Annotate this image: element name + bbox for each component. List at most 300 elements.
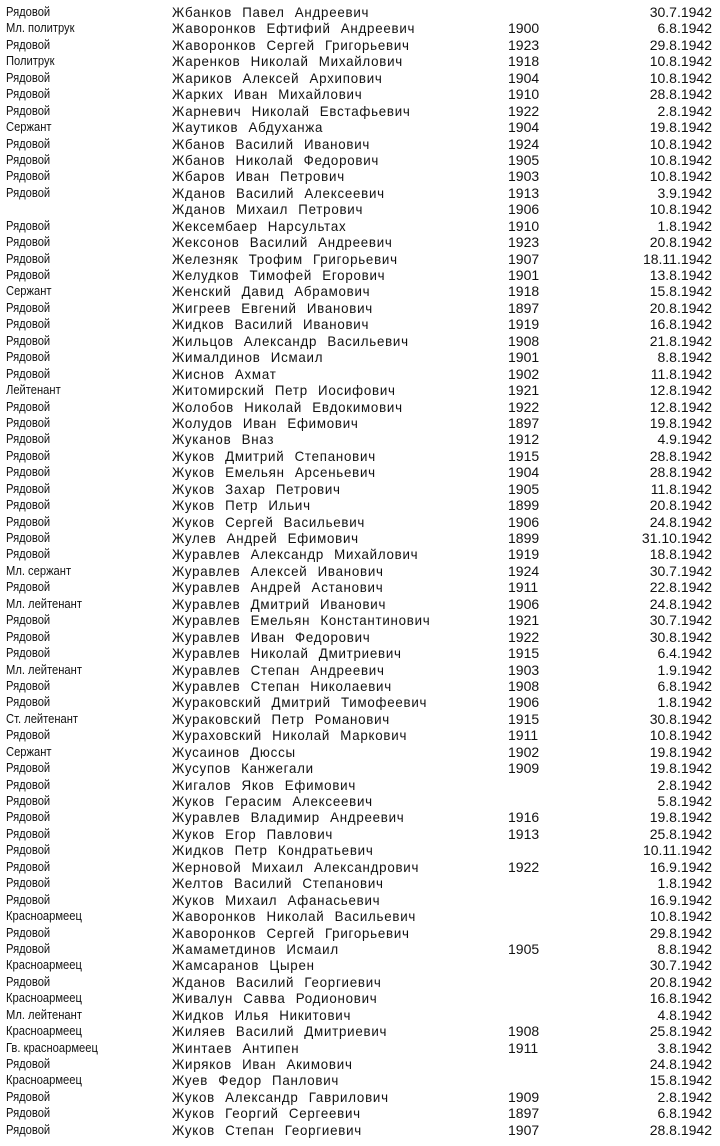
list-row	[0, 530, 720, 546]
list-row	[0, 579, 720, 595]
name-cell: Жуков Емельян Арсеньевич	[172, 464, 376, 481]
birth-year-cell: 1915	[508, 447, 540, 464]
rank-cell: Рядовой	[6, 316, 51, 332]
death-date-cell: 12.8.1942	[649, 382, 712, 399]
name-cell: Жигалов Яков Ефимович	[172, 776, 357, 793]
death-date-cell: 16.9.1942	[649, 858, 712, 875]
birth-year-cell: 1908	[508, 332, 540, 349]
birth-year-cell: 1908	[508, 677, 540, 694]
name-cell: Журавлев Дмитрий Иванович	[172, 595, 387, 612]
rank-cell: Рядовой	[6, 760, 51, 776]
rank-cell: Мл. политрук	[6, 20, 75, 36]
death-date-cell: 25.8.1942	[649, 825, 712, 842]
death-date-cell: 4.8.1942	[657, 1006, 712, 1023]
rank-cell: Рядовой	[6, 184, 51, 200]
birth-year-cell: 1899	[508, 530, 540, 546]
death-date-cell: 4.9.1942	[657, 431, 712, 448]
name-cell: Журавлев Иван Федорович	[172, 628, 371, 645]
name-cell: Жидков Василий Иванович	[172, 316, 370, 333]
name-cell: Жуев Федор Панлович	[172, 1072, 340, 1089]
list-row	[0, 809, 720, 825]
name-cell: Журавлев Андрей Астанович	[172, 579, 384, 596]
rank-cell: Рядовой	[6, 1056, 51, 1071]
list-row	[0, 382, 720, 398]
death-date-cell: 6.4.1942	[657, 645, 712, 662]
rank-cell: Рядовой	[6, 168, 51, 184]
death-date-cell: 30.7.1942	[649, 4, 712, 20]
rank-cell: Рядовой	[6, 447, 51, 463]
birth-year-cell: 1915	[508, 645, 540, 662]
list-row	[0, 37, 720, 53]
rank-cell: Рядовой	[6, 776, 51, 792]
list-row	[0, 826, 720, 842]
rank-cell: Рядовой	[6, 151, 51, 167]
list-row	[0, 1023, 720, 1039]
death-date-cell: 12.8.1942	[649, 398, 712, 415]
name-cell: Жуков Сергей Васильевич	[172, 513, 366, 530]
list-row	[0, 859, 720, 875]
rank-cell: Рядовой	[6, 579, 51, 595]
death-date-cell: 16.8.1942	[649, 316, 712, 333]
birth-year-cell: 1922	[508, 628, 540, 645]
list-row	[0, 875, 720, 891]
birth-year-cell: 1904	[508, 69, 540, 86]
name-cell: Жексембаер Нарсультах	[172, 217, 347, 234]
death-date-cell: 19.8.1942	[649, 760, 712, 777]
birth-year-cell: 1922	[508, 858, 540, 875]
list-row	[0, 1072, 720, 1088]
list-row	[0, 514, 720, 530]
rank-cell: Красноармеец	[6, 908, 82, 924]
list-row	[0, 629, 720, 645]
name-cell: Жбанков Павел Андреевич	[172, 4, 370, 20]
death-date-cell: 13.8.1942	[649, 267, 712, 283]
death-date-cell: 19.8.1942	[649, 119, 712, 136]
death-date-cell: 2.8.1942	[657, 102, 712, 119]
birth-year-cell: 1905	[508, 151, 540, 168]
list-row	[0, 908, 720, 924]
name-cell: Журавлев Александр Михайлович	[172, 546, 419, 563]
birth-year-cell: 1900	[508, 20, 540, 37]
rank-cell: Рядовой	[6, 677, 51, 693]
name-cell: Жуков Егор Павлович	[172, 825, 334, 842]
rank-cell: Рядовой	[6, 267, 51, 282]
birth-year-cell: 1907	[508, 1121, 540, 1138]
name-cell: Жариков Алексей Архипович	[172, 69, 383, 86]
death-date-cell: 6.8.1942	[657, 1105, 712, 1122]
death-date-cell: 19.8.1942	[649, 743, 712, 760]
birth-year-cell: 1906	[508, 201, 540, 218]
list-row	[0, 990, 720, 1006]
name-cell: Журавлев Степан Николаевич	[172, 677, 392, 694]
name-cell: Жбанов Василий Иванович	[172, 135, 371, 152]
list-row	[0, 399, 720, 415]
death-date-cell: 28.8.1942	[649, 447, 712, 464]
death-date-cell: 6.8.1942	[657, 677, 712, 694]
birth-year-cell: 1911	[508, 579, 539, 596]
name-cell: Жамаметдинов Исмаил	[172, 940, 339, 957]
name-cell: Журавлев Николай Дмитриевич	[172, 645, 402, 662]
birth-year-cell: 1897	[508, 299, 540, 316]
name-cell: Жаворонков Сергей Григорьевич	[172, 924, 410, 941]
list-row	[0, 563, 720, 579]
list-row	[0, 86, 720, 102]
rank-cell: Рядовой	[6, 875, 51, 891]
name-cell: Жданов Михаил Петрович	[172, 201, 364, 218]
birth-year-cell: 1905	[508, 480, 540, 497]
rank-cell: Рядовой	[6, 727, 51, 743]
name-cell: Жамсаранов Цырен	[172, 957, 315, 974]
birth-year-cell: 1911	[508, 1039, 539, 1056]
name-cell: Жаворонков Сергей Григорьевич	[172, 36, 410, 53]
name-cell: Жаворонков Ефтифий Андреевич	[172, 20, 416, 37]
name-cell: Жильцов Александр Васильевич	[172, 332, 409, 349]
list-row	[0, 136, 720, 152]
name-cell: Журавлев Алексей Иванович	[172, 562, 384, 579]
rank-cell: Рядовой	[6, 36, 51, 52]
death-date-cell: 10.8.1942	[649, 69, 712, 86]
rank-cell: Красноармеец	[6, 990, 82, 1006]
rank-cell: Рядовой	[6, 842, 51, 858]
rank-cell: Рядовой	[6, 102, 51, 118]
name-cell: Жерновой Михаил Александрович	[172, 858, 420, 875]
birth-year-cell: 1911	[508, 727, 539, 744]
rank-cell: Рядовой	[6, 250, 51, 266]
rank-cell: Рядовой	[6, 1121, 51, 1137]
list-row	[0, 283, 720, 299]
list-row	[0, 957, 720, 973]
name-cell: Журавлев Степан Андреевич	[172, 661, 385, 678]
birth-year-cell: 1908	[508, 1023, 540, 1040]
rank-cell: Рядовой	[6, 299, 51, 315]
rank-cell: Рядовой	[6, 645, 51, 661]
name-cell: Живалун Савва Родионович	[172, 990, 378, 1007]
name-cell: Жуков Степан Георгиевич	[172, 1121, 362, 1138]
birth-year-cell: 1903	[508, 661, 540, 678]
list-row	[0, 316, 720, 332]
name-cell: Жуков Петр Ильич	[172, 497, 311, 514]
rank-cell: Красноармеец	[6, 1023, 82, 1039]
name-cell: Житомирский Петр Иосифович	[172, 382, 396, 399]
death-date-cell: 19.8.1942	[649, 809, 712, 826]
name-cell: Железняк Трофим Григорьевич	[172, 250, 398, 267]
name-cell: Жиснов Ахмат	[172, 365, 277, 382]
rank-cell: Рядовой	[6, 480, 51, 496]
name-cell: Желудков Тимофей Егорович	[172, 267, 386, 283]
name-cell: Жураховский Николай Маркович	[172, 727, 408, 744]
rank-cell: Рядовой	[6, 332, 51, 348]
name-cell: Жаворонков Николай Васильевич	[172, 908, 417, 925]
rank-cell: Лейтенант	[6, 382, 61, 398]
death-date-cell: 10.11.1942	[642, 842, 712, 859]
death-date-cell: 10.8.1942	[649, 135, 712, 152]
name-cell: Журавлев Владимир Андреевич	[172, 809, 405, 826]
list-row	[0, 497, 720, 513]
name-cell: Жидков Илья Никитович	[172, 1006, 352, 1023]
birth-year-cell: 1909	[508, 760, 540, 777]
death-date-cell: 16.8.1942	[649, 990, 712, 1007]
death-date-cell: 20.8.1942	[649, 973, 712, 990]
death-date-cell: 6.8.1942	[657, 20, 712, 37]
list-row	[0, 744, 720, 760]
death-date-cell: 19.8.1942	[649, 414, 712, 431]
list-row	[0, 1040, 720, 1056]
rank-cell: Сержант	[6, 283, 52, 299]
list-row	[0, 464, 720, 480]
birth-year-cell: 1915	[508, 710, 540, 727]
death-date-cell: 29.8.1942	[649, 924, 712, 941]
list-row	[0, 596, 720, 612]
list-row	[0, 711, 720, 727]
rank-cell: Рядовой	[6, 628, 51, 644]
rank-cell: Мл. лейтенант	[6, 595, 82, 611]
name-cell: Жуков Герасим Алексеевич	[172, 793, 373, 809]
death-date-cell: 15.8.1942	[649, 283, 712, 300]
name-cell: Жусаинов Дюссы	[172, 743, 296, 760]
list-row	[0, 662, 720, 678]
rank-cell: Мл. лейтенант	[6, 1006, 82, 1022]
name-cell: Жарневич Николай Евстафьевич	[172, 102, 411, 119]
list-row	[0, 974, 720, 990]
name-cell: Жуканов Вназ	[172, 431, 275, 448]
list-row	[0, 1122, 720, 1138]
name-cell: Жексонов Василий Андреевич	[172, 234, 393, 251]
birth-year-cell: 1924	[508, 562, 540, 579]
rank-cell: Рядовой	[6, 612, 51, 628]
death-date-cell: 15.8.1942	[649, 1072, 712, 1089]
death-date-cell: 28.8.1942	[649, 464, 712, 481]
name-cell: Жураковский Дмитрий Тимофеевич	[172, 694, 428, 711]
death-date-cell: 25.8.1942	[649, 1023, 712, 1040]
birth-year-cell: 1916	[508, 809, 540, 826]
list-row	[0, 892, 720, 908]
death-date-cell: 11.8.1942	[650, 480, 712, 497]
list-row	[0, 415, 720, 431]
birth-year-cell: 1913	[508, 184, 540, 201]
list-row	[0, 925, 720, 941]
rank-cell: Рядовой	[6, 4, 51, 19]
rank-cell: Рядовой	[6, 398, 51, 414]
name-cell: Желтов Василий Степанович	[172, 875, 384, 892]
list-row	[0, 1089, 720, 1105]
death-date-cell: 5.8.1942	[657, 793, 712, 809]
death-date-cell: 24.8.1942	[649, 595, 712, 612]
list-row	[0, 694, 720, 710]
name-cell: Жималдинов Исмаил	[172, 349, 324, 366]
list-row	[0, 267, 720, 283]
death-date-cell: 16.9.1942	[649, 891, 712, 908]
rank-cell: Рядовой	[6, 530, 51, 545]
birth-year-cell: 1901	[508, 267, 540, 283]
list-row	[0, 448, 720, 464]
death-date-cell: 21.8.1942	[649, 332, 712, 349]
birth-year-cell: 1919	[508, 546, 540, 563]
birth-year-cell: 1899	[508, 497, 540, 514]
list-row	[0, 251, 720, 267]
death-date-cell: 30.7.1942	[649, 562, 712, 579]
list-row	[0, 431, 720, 447]
list-row	[0, 842, 720, 858]
rank-cell: Рядовой	[6, 1088, 51, 1104]
name-cell: Жиляев Василий Дмитриевич	[172, 1023, 388, 1040]
rank-cell: Рядовой	[6, 464, 51, 480]
birth-year-cell: 1910	[508, 86, 540, 103]
birth-year-cell: 1897	[508, 414, 540, 431]
rank-cell: Рядовой	[6, 924, 51, 940]
death-date-cell: 29.8.1942	[649, 36, 712, 53]
birth-year-cell: 1922	[508, 102, 540, 119]
name-cell: Жданов Василий Алексеевич	[172, 184, 385, 201]
death-date-cell: 2.8.1942	[657, 1088, 712, 1105]
rank-cell: Рядовой	[6, 513, 51, 529]
death-date-cell: 30.7.1942	[649, 612, 712, 629]
list-row	[0, 349, 720, 365]
list-row	[0, 103, 720, 119]
list-row	[0, 645, 720, 661]
name-cell: Жуков Дмитрий Степанович	[172, 447, 376, 464]
death-date-cell: 20.8.1942	[649, 497, 712, 514]
death-date-cell: 31.10.1942	[641, 530, 712, 546]
rank-cell: Гв. красноармеец	[6, 1039, 98, 1055]
birth-year-cell: 1906	[508, 595, 540, 612]
list-row	[0, 546, 720, 562]
list-row	[0, 152, 720, 168]
list-row	[0, 201, 720, 217]
birth-year-cell: 1919	[508, 316, 540, 333]
death-date-cell: 28.8.1942	[649, 1121, 712, 1138]
list-row	[0, 4, 720, 20]
death-date-cell: 30.7.1942	[649, 957, 712, 974]
death-date-cell: 28.8.1942	[649, 86, 712, 103]
death-date-cell: 10.8.1942	[649, 151, 712, 168]
birth-year-cell: 1913	[508, 825, 540, 842]
rank-cell: Сержант	[6, 119, 52, 135]
death-date-cell: 1.9.1942	[657, 661, 712, 678]
list-row	[0, 300, 720, 316]
birth-year-cell: 1907	[508, 250, 540, 267]
rank-cell: Рядовой	[6, 940, 51, 956]
birth-year-cell: 1918	[508, 53, 540, 70]
rank-cell: Мл. лейтенант	[6, 661, 82, 677]
birth-year-cell: 1921	[508, 612, 540, 629]
birth-year-cell: 1903	[508, 168, 540, 185]
rank-cell: Рядовой	[6, 135, 51, 151]
rank-cell: Рядовой	[6, 234, 51, 250]
name-cell: Жиряков Иван Акимович	[172, 1056, 353, 1072]
death-date-cell: 18.8.1942	[649, 546, 712, 563]
birth-year-cell: 1906	[508, 694, 540, 711]
rank-cell: Рядовой	[6, 694, 51, 710]
death-date-cell: 10.8.1942	[649, 168, 712, 185]
list-row	[0, 70, 720, 86]
death-date-cell: 2.8.1942	[657, 776, 712, 793]
birth-year-cell: 1897	[508, 1105, 540, 1122]
list-row	[0, 777, 720, 793]
death-date-cell: 8.8.1942	[657, 349, 712, 366]
rank-cell: Рядовой	[6, 825, 51, 841]
rank-cell: Политрук	[6, 53, 55, 69]
list-row	[0, 1105, 720, 1121]
death-date-cell: 30.8.1942	[649, 628, 712, 645]
birth-year-cell: 1923	[508, 234, 540, 251]
list-row	[0, 727, 720, 743]
birth-year-cell: 1901	[508, 349, 540, 366]
casualty-list	[0, 4, 720, 1144]
name-cell: Жусупов Канжегали	[172, 760, 314, 777]
name-cell: Жаутиков Абдуханжа	[172, 119, 324, 136]
birth-year-cell: 1910	[508, 217, 540, 234]
birth-year-cell: 1912	[508, 431, 540, 448]
name-cell: Жураковский Петр Романович	[172, 710, 390, 727]
death-date-cell: 24.8.1942	[649, 1056, 712, 1072]
death-date-cell: 8.8.1942	[657, 940, 712, 957]
list-row	[0, 793, 720, 809]
list-row	[0, 1056, 720, 1072]
death-date-cell: 3.8.1942	[657, 1039, 712, 1056]
name-cell: Жидков Петр Кондратьевич	[172, 842, 374, 859]
name-cell: Жинтаев Антипен	[172, 1039, 300, 1056]
list-row	[0, 333, 720, 349]
rank-cell: Рядовой	[6, 858, 51, 874]
death-date-cell: 10.8.1942	[649, 201, 712, 218]
rank-cell: Мл. сержант	[6, 562, 72, 578]
list-row	[0, 119, 720, 135]
name-cell: Жулев Андрей Ефимович	[172, 530, 359, 546]
birth-year-cell: 1902	[508, 743, 540, 760]
birth-year-cell: 1902	[508, 365, 540, 382]
rank-cell: Рядовой	[6, 431, 51, 447]
rank-cell: Красноармеец	[6, 1072, 82, 1088]
list-row	[0, 366, 720, 382]
rank-cell: Рядовой	[6, 365, 51, 381]
list-row	[0, 53, 720, 69]
name-cell: Жолудов Иван Ефимович	[172, 414, 359, 431]
rank-cell: Рядовой	[6, 414, 51, 430]
death-date-cell: 18.11.1942	[642, 250, 712, 267]
name-cell: Жарких Иван Михайлович	[172, 86, 363, 103]
death-date-cell: 20.8.1942	[649, 299, 712, 316]
list-row	[0, 941, 720, 957]
birth-year-cell: 1921	[508, 382, 540, 399]
list-row	[0, 760, 720, 776]
rank-cell: Рядовой	[6, 86, 51, 102]
rank-cell: Красноармеец	[6, 957, 82, 973]
rank-cell: Рядовой	[6, 349, 51, 365]
name-cell: Жбаров Иван Петрович	[172, 168, 345, 185]
list-row	[0, 168, 720, 184]
death-date-cell: 20.8.1942	[649, 234, 712, 251]
birth-year-cell: 1904	[508, 119, 540, 136]
death-date-cell: 10.8.1942	[649, 53, 712, 70]
list-row	[0, 1007, 720, 1023]
rank-cell: Сержант	[6, 743, 52, 759]
death-date-cell: 10.8.1942	[649, 727, 712, 744]
death-date-cell: 1.8.1942	[657, 217, 712, 234]
list-row	[0, 185, 720, 201]
name-cell: Жуков Захар Петрович	[172, 480, 341, 497]
rank-cell: Рядовой	[6, 891, 51, 907]
birth-year-cell: 1906	[508, 513, 540, 530]
rank-cell: Рядовой	[6, 973, 51, 989]
name-cell: Жданов Василий Георгиевич	[172, 973, 382, 990]
rank-cell: Рядовой	[6, 546, 51, 562]
birth-year-cell: 1904	[508, 464, 540, 481]
death-date-cell: 30.8.1942	[649, 710, 712, 727]
birth-year-cell: 1905	[508, 940, 540, 957]
name-cell: Жуков Георгий Сергеевич	[172, 1105, 361, 1122]
death-date-cell: 1.8.1942	[657, 694, 712, 711]
rank-cell: Рядовой	[6, 497, 51, 513]
